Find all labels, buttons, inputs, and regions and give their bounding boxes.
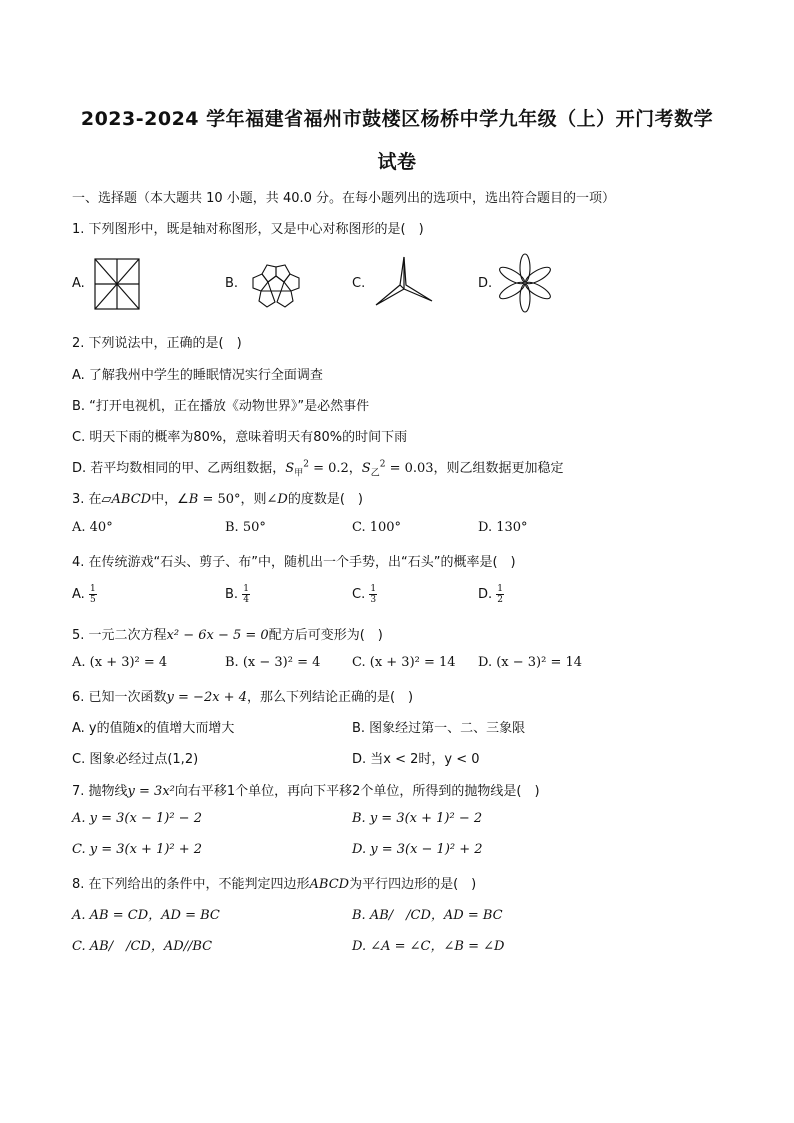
exam-title-line1: 2023-2024 学年福建省福州市鼓楼区杨桥中学九年级（上）开门考数学 xyxy=(80,108,714,130)
q7-option-a: A. y = 3(x − 1)² − 2 xyxy=(72,811,202,826)
three-blade-star-figure-icon xyxy=(372,255,436,311)
q2-d-sub1: 甲 xyxy=(294,468,304,479)
q4-c-label: C. xyxy=(352,587,366,602)
q2-option-b: B. “打开电视机，正在播放《动物世界》”是必然事件 xyxy=(72,399,370,414)
question-7-stem xyxy=(72,780,540,799)
q6-option-b: B. 图象经过第一、二、三象限 xyxy=(352,721,526,736)
q7-option-d: D. y = 3(x − 1)² + 2 xyxy=(352,842,483,857)
q4-d-fraction: $\frac{1}{2}$ xyxy=(497,584,504,605)
q3-abcd: ABCD xyxy=(111,492,152,507)
q2-d-s2: S xyxy=(361,461,371,476)
q4-option-c xyxy=(352,584,377,605)
q3-val: = 50°，则∠ xyxy=(198,492,278,507)
q2-d-sub2: 乙 xyxy=(370,468,380,479)
q2-d-text: D. 若平均数相同的甲、乙两组数据， xyxy=(72,461,286,476)
q1-option-b-label: B. xyxy=(225,276,239,291)
q8-abcd: ABCD xyxy=(309,877,350,892)
q3-option-c: C. 100° xyxy=(352,520,402,535)
q7-pre: 7. 抛物线 xyxy=(72,784,128,799)
q3-option-d: D. 130° xyxy=(478,520,528,535)
q8-option-c: C. AB/ /CD，AD//BC xyxy=(72,939,213,954)
q8-pre: 8. 在下列给出的条件中，不能判定四边形 xyxy=(72,877,310,892)
q4-option-d xyxy=(478,584,504,605)
q3-b: B xyxy=(188,492,199,507)
pinwheel-figure-icon xyxy=(93,256,141,312)
q1-option-c-label: C. xyxy=(352,276,366,291)
question-5-stem xyxy=(72,624,383,643)
q5-eq: x² − 6x − 5 = 0 xyxy=(166,628,269,643)
q2-d-s1: S xyxy=(285,461,295,476)
q5-option-a: A. (x + 3)² = 4 xyxy=(72,655,168,670)
q6-option-c: C. 图象必经过点(1,2) xyxy=(72,752,199,767)
q3-end: 的度数是( ) xyxy=(287,492,364,507)
q3-option-b: B. 50° xyxy=(225,520,266,535)
q5-option-d: D. (x − 3)² = 14 xyxy=(478,655,583,670)
q7-eq: y = 3x² xyxy=(127,784,175,799)
q5-end: 配方后可变形为( ) xyxy=(268,628,383,643)
q1-option-d-label: D. xyxy=(478,276,493,291)
exam-title-line2: 试卷 xyxy=(377,151,417,173)
q1-option-a-label: A. xyxy=(72,276,85,291)
pentagon-flower-figure-icon xyxy=(244,254,308,314)
q6-option-d: D. 当x < 2时，y < 0 xyxy=(352,752,480,767)
q4-a-label: A. xyxy=(72,587,85,602)
q3-d: D xyxy=(277,492,288,507)
q6-eq: y = −2x + 4 xyxy=(166,690,247,705)
q4-option-b xyxy=(225,584,250,605)
q2-d-eq2: = 0.03，则乙组数据更加稳定 xyxy=(385,461,564,476)
question-2-stem: 2. 下列说法中，正确的是( ) xyxy=(72,336,242,351)
question-4-stem: 4. 在传统游戏“石头、剪子、布”中，随机出一个手势，出“石头”的概率是( ) xyxy=(72,555,516,570)
q3-option-a: A. 40° xyxy=(72,520,113,535)
q7-option-c: C. y = 3(x + 1)² + 2 xyxy=(72,842,203,857)
question-1-stem: 1. 下列图形中，既是轴对称图形，又是中心对称图形的是( ) xyxy=(72,222,424,237)
q5-pre: 5. 一元二次方程 xyxy=(72,628,167,643)
q3-mid: 中，∠ xyxy=(151,492,189,507)
six-petal-flower-figure-icon xyxy=(495,252,555,314)
q8-end: 为平行四边形的是( ) xyxy=(349,877,477,892)
q2-option-a: A. 了解我州中学生的睡眠情况实行全面调查 xyxy=(72,368,323,383)
q8-option-a: A. AB = CD，AD = BC xyxy=(72,908,220,923)
section-heading: 一、选择题（本大题共 10 小题，共 40.0 分。在每小题列出的选项中，选出符合题目的一项） xyxy=(72,191,616,206)
question-6-stem xyxy=(72,686,413,705)
q4-b-fraction: $\frac{1}{4}$ xyxy=(243,584,249,605)
q4-c-fraction: $\frac{1}{3}$ xyxy=(370,584,377,605)
q7-option-b: B. y = 3(x + 1)² − 2 xyxy=(352,811,483,826)
q6-end: ，那么下列结论正确的是( ) xyxy=(246,690,414,705)
q6-option-a: A. y的值随x的值增大而增大 xyxy=(72,721,235,736)
q8-option-b: B. AB/ /CD，AD = BC xyxy=(352,908,503,923)
q2-d-eq1: = 0.2， xyxy=(308,461,362,476)
q4-d-label: D. xyxy=(478,587,493,602)
question-8-stem xyxy=(72,873,476,892)
q2-option-d: D. 若平均数相同的甲、乙两组数据，$S_甲^2 = 0.2$，$S_乙^2 = 0.03$，则乙组数据更加稳定 xyxy=(72,459,564,479)
q7-end: 向右平移1个单位，再向下平移2个单位，所得到的抛物线是( ) xyxy=(174,784,540,799)
q2-option-c: C. 明天下雨的概率为80%，意味着明天有80%的时间下雨 xyxy=(72,430,408,445)
q5-option-b: B. (x − 3)² = 4 xyxy=(225,655,321,670)
question-3-stem xyxy=(72,488,363,507)
q8-option-d: D. ∠A = ∠C，∠B = ∠D xyxy=(352,939,505,954)
q6-pre: 6. 已知一次函数 xyxy=(72,690,167,705)
q4-b-label: B. xyxy=(225,587,239,602)
q4-option-a xyxy=(72,584,97,605)
q3-pre: 3. 在▱ xyxy=(72,492,112,507)
q4-a-fraction: $\frac{1}{5}$ xyxy=(89,584,96,605)
q5-option-c: C. (x + 3)² = 14 xyxy=(352,655,456,670)
